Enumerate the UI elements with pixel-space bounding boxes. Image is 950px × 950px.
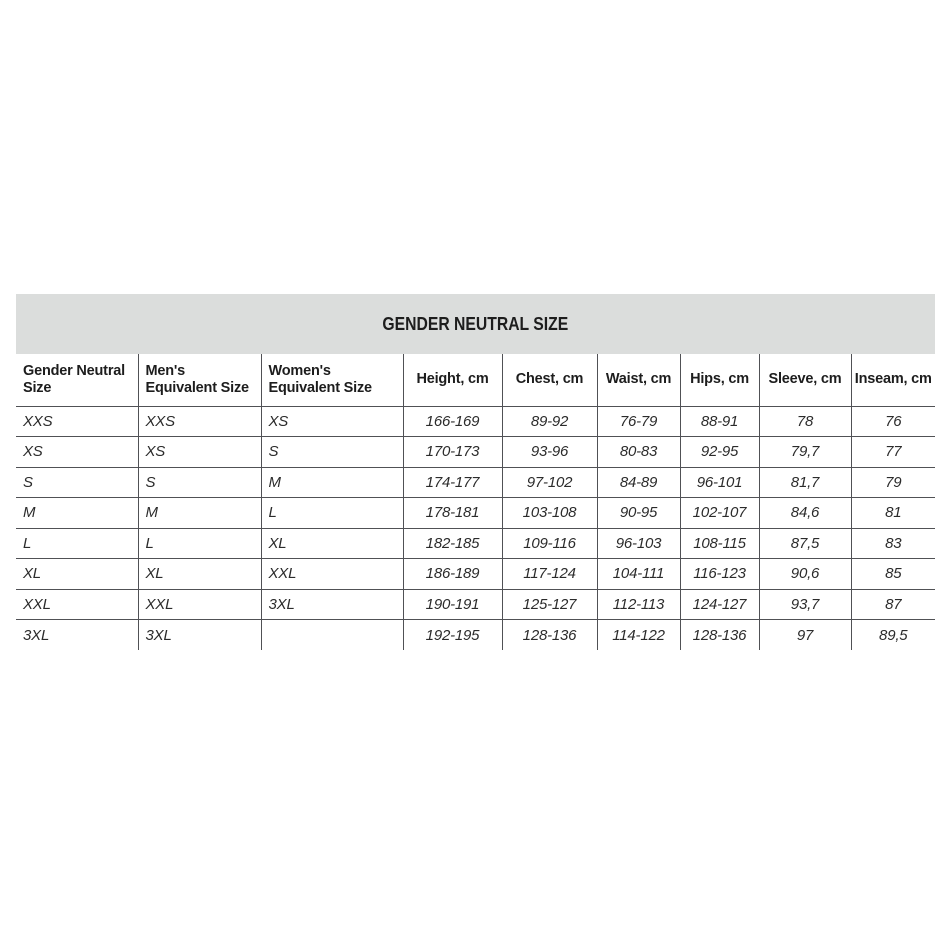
cell-mens-size: XXL — [138, 589, 261, 620]
cell-sleeve: 78 — [759, 406, 851, 437]
cell-womens-size: XL — [261, 528, 403, 559]
cell-sleeve: 79,7 — [759, 437, 851, 468]
table-body — [16, 406, 935, 650]
cell-mens-size: 3XL — [138, 620, 261, 651]
cell-sleeve: 84,6 — [759, 498, 851, 529]
cell-womens-size: XS — [261, 406, 403, 437]
cell-hips: 88-91 — [680, 406, 759, 437]
cell-inseam: 87 — [851, 589, 935, 620]
cell-waist: 90-95 — [597, 498, 680, 529]
cell-gender-neutral-size: XL — [16, 559, 138, 590]
cell-chest: 117-124 — [502, 559, 597, 590]
cell-hips: 128-136 — [680, 620, 759, 651]
cell-hips: 116-123 — [680, 559, 759, 590]
table-row-m — [16, 498, 935, 529]
cell-hips: 102-107 — [680, 498, 759, 529]
cell-hips: 108-115 — [680, 528, 759, 559]
size-table — [16, 354, 935, 650]
cell-hips: 96-101 — [680, 467, 759, 498]
table-row-xxl — [16, 589, 935, 620]
chart-title-band — [16, 294, 935, 354]
cell-gender-neutral-size: L — [16, 528, 138, 559]
cell-mens-size: XXS — [138, 406, 261, 437]
cell-sleeve: 87,5 — [759, 528, 851, 559]
cell-sleeve: 93,7 — [759, 589, 851, 620]
cell-waist: 104-111 — [597, 559, 680, 590]
table-row-xxs — [16, 406, 935, 437]
cell-inseam: 83 — [851, 528, 935, 559]
cell-inseam: 81 — [851, 498, 935, 529]
cell-height: 182-185 — [403, 528, 502, 559]
cell-gender-neutral-size: XS — [16, 437, 138, 468]
cell-gender-neutral-size: XXL — [16, 589, 138, 620]
cell-inseam: 77 — [851, 437, 935, 468]
column-header-womens-equivalent-size: Women's Equivalent Size — [261, 354, 403, 406]
cell-chest: 125-127 — [502, 589, 597, 620]
cell-height: 170-173 — [403, 437, 502, 468]
cell-womens-size: S — [261, 437, 403, 468]
cell-chest: 103-108 — [502, 498, 597, 529]
cell-sleeve: 90,6 — [759, 559, 851, 590]
cell-waist: 76-79 — [597, 406, 680, 437]
column-header-inseam-cm: Inseam, cm — [851, 354, 935, 406]
column-header-chest-cm: Chest, cm — [502, 354, 597, 406]
cell-chest: 97-102 — [502, 467, 597, 498]
cell-womens-size: 3XL — [261, 589, 403, 620]
table-row-s — [16, 467, 935, 498]
cell-waist: 96-103 — [597, 528, 680, 559]
cell-height: 190-191 — [403, 589, 502, 620]
column-header-sleeve-cm: Sleeve, cm — [759, 354, 851, 406]
cell-waist: 114-122 — [597, 620, 680, 651]
cell-sleeve: 97 — [759, 620, 851, 651]
cell-hips: 124-127 — [680, 589, 759, 620]
column-header-mens-equivalent-size: Men's Equivalent Size — [138, 354, 261, 406]
cell-inseam: 76 — [851, 406, 935, 437]
cell-height: 178-181 — [403, 498, 502, 529]
cell-sleeve: 81,7 — [759, 467, 851, 498]
column-header-gender-neutral-size: Gender Neutral Size — [23, 362, 125, 396]
table-row-xs — [16, 437, 935, 468]
column-header-hips-cm: Hips, cm — [680, 354, 759, 406]
cell-womens-size: L — [261, 498, 403, 529]
cell-waist: 84-89 — [597, 467, 680, 498]
table-row-l — [16, 528, 935, 559]
column-header-waist-cm: Waist, cm — [597, 354, 680, 406]
cell-height: 192-195 — [403, 620, 502, 651]
cell-chest: 93-96 — [502, 437, 597, 468]
cell-height: 166-169 — [403, 406, 502, 437]
table-header-row — [16, 354, 935, 406]
cell-height: 174-177 — [403, 467, 502, 498]
cell-mens-size: XS — [138, 437, 261, 468]
cell-inseam: 85 — [851, 559, 935, 590]
cell-inseam: 89,5 — [851, 620, 935, 651]
cell-gender-neutral-size: 3XL — [16, 620, 138, 651]
cell-gender-neutral-size: XXS — [16, 406, 138, 437]
cell-gender-neutral-size: S — [16, 467, 138, 498]
cell-waist: 80-83 — [597, 437, 680, 468]
cell-mens-size: XL — [138, 559, 261, 590]
cell-womens-size: XXL — [261, 559, 403, 590]
cell-chest: 128-136 — [502, 620, 597, 651]
cell-height: 186-189 — [403, 559, 502, 590]
column-header-height-cm: Height, cm — [403, 354, 502, 406]
cell-mens-size: S — [138, 467, 261, 498]
size-chart — [16, 294, 935, 650]
cell-chest: 109-116 — [502, 528, 597, 559]
cell-hips: 92-95 — [680, 437, 759, 468]
cell-womens-size — [261, 620, 403, 651]
cell-inseam: 79 — [851, 467, 935, 498]
chart-title: GENDER NEUTRAL SIZE — [382, 313, 569, 334]
cell-mens-size: M — [138, 498, 261, 529]
cell-waist: 112-113 — [597, 589, 680, 620]
cell-womens-size: M — [261, 467, 403, 498]
cell-chest: 89-92 — [502, 406, 597, 437]
cell-gender-neutral-size: M — [16, 498, 138, 529]
table-row-xl — [16, 559, 935, 590]
table-row-3xl — [16, 620, 935, 651]
cell-mens-size: L — [138, 528, 261, 559]
